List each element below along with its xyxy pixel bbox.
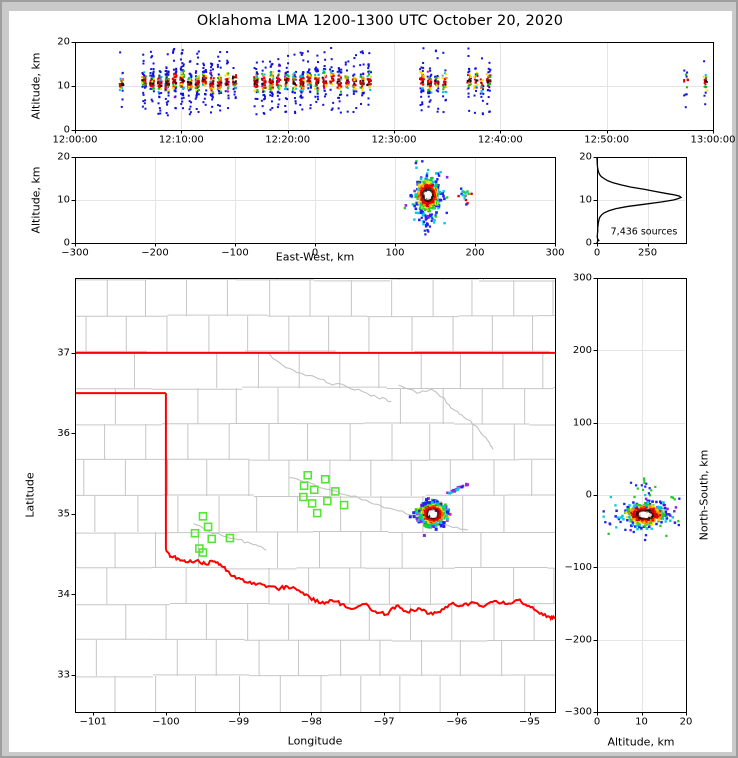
p2-y-axis-label: Altitude, km: [29, 166, 43, 234]
figure-title: Oklahoma LMA 1200-1300 UTC October 20, 2020: [196, 13, 564, 29]
p5-x-axis-label: Altitude, km: [607, 735, 675, 749]
p1-y-axis-label: Altitude, km: [29, 52, 43, 120]
map-y-axis-label: Latitude: [23, 472, 37, 518]
p2-x-axis-label: East-West, km: [275, 250, 355, 264]
source-count-annotation: 7,436 sources: [610, 226, 678, 238]
p5-y-axis-label: North-South, km: [697, 449, 711, 541]
map-x-axis-label: Longitude: [287, 734, 343, 748]
